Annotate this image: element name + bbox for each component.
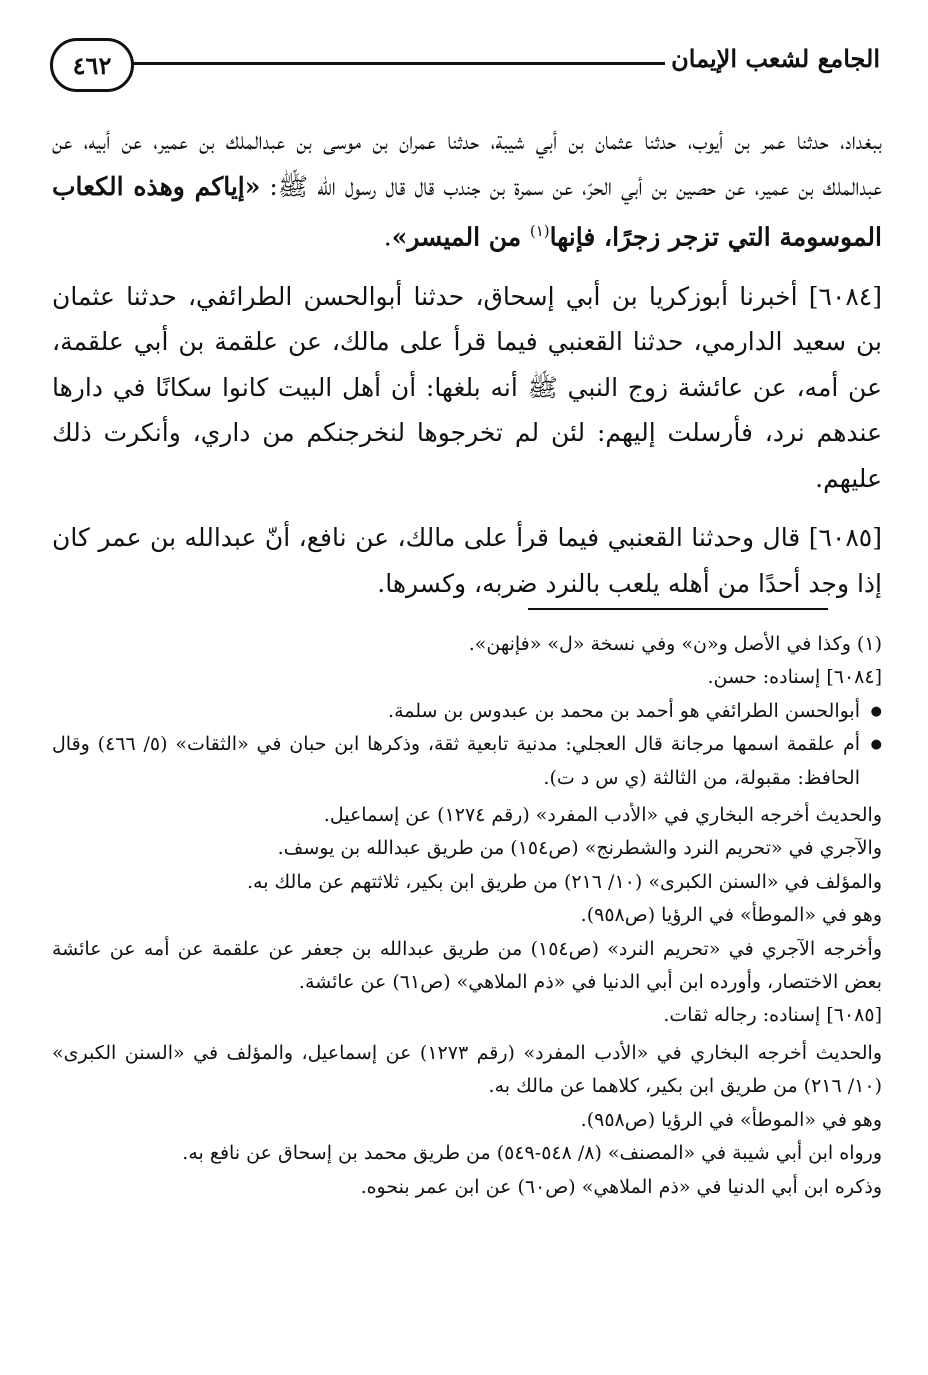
paragraph-6085: [٦٠٨٥] قال وحدثنا القعنبي فيما قرأ على مالك، عن نافع، أنّ عبدالله بن عمر كان إذا وجد أحدًا من أهله يلعب بالنرد ضربه، وكسرها. [52, 523, 882, 598]
footnote-line: والآجري في «تحريم النرد والشطرنج» (ص١٥٤) من طريق عبدالله بن يوسف. [277, 837, 882, 860]
paragraph-6084: [٦٠٨٤] أخبرنا أبوزكريا بن أبي إسحاق، حدثنا أبوالحسن الطرائفي، حدثنا عثمان بن سعيد الدارمي، حدثنا القعنبي فيما قرأ على مالك، عن علقمة بن أبي علقمة، عن أمه، عن عائشة زوج النبي ﷺ أنه بلغها: أن أهل البيت كانوا سكانًا في دارها عندهم نرد، فأرسلت إليهم: لئن لم تخرجوها لنخرجنكم من داري، وأنكرت ذلك عليهم. [52, 281, 882, 493]
page-number: ٤٦٢ [50, 38, 134, 92]
p1-hadith-quote: «إياكم وهذه الكعاب الموسومة التي تزجر زجرًا، فإنها [52, 171, 882, 252]
paragraph-1 [52, 118, 882, 260]
footnote-6084-heading: [٦٠٨٤] إسناده: حسن. [707, 666, 882, 689]
footnote-line: وهو في «الموطأ» في الرؤيا (ص٩٥٨). [580, 904, 882, 927]
footnote-marker-1[interactable]: (١) [529, 222, 550, 240]
p1-narration: ببغداد، حدثنا عمر بن أيوب، حدثنا عثمان بن أبي شيبة، حدثنا عمران بن موسى بن عبدالملك بن عمير، عن أبيه، عن عبدالملك بن عمير، عن حصين بن أبي الحرّ، عن سمرة بن جندب قال قال رسول الله ﷺ: [52, 126, 882, 201]
footnote-line: والحديث أخرجه البخاري في «الأدب المفرد» (رقم ١٢٧٤) عن إسماعيل. [323, 804, 882, 827]
footnote-6085-heading: [٦٠٨٥] إسناده: رجاله ثقات. [663, 1004, 882, 1027]
page-header [50, 38, 880, 98]
footnote-bullet-1: ● أبوالحسن الطرائفي هو أحمد بن محمد بن عبدوس بن سلمة. [52, 695, 882, 728]
footnote-bullet-2: ● أم علقمة اسمها مرجانة قال العجلي: مدنية تابعية ثقة، وذكرها ابن حبان في «الثقات» (٥/ ٤٦٦) وقال الحافظ: مقبولة، من الثالثة (ي س د ت). [52, 728, 882, 795]
footnote-line: والحديث أخرجه البخاري في «الأدب المفرد» (رقم ١٢٧٣) عن إسماعيل، والمؤلف في «السنن الكبرى» (١٠/ ٢١٦) من طريق ابن بكير، كلاهما عن مالك به. [52, 1041, 882, 1098]
footnote-1: (١) وكذا في الأصل و«ن» وفي نسخة «ل» «فإنهن». [468, 633, 882, 655]
p1-hadith-quote-end: من الميسر» [391, 222, 530, 252]
p1-period: . [383, 222, 392, 252]
book-title: الجامع لشعب الإيمان [671, 44, 880, 73]
footnote-line: ورواه ابن أبي شيبة في «المصنف» (٨/ ٥٤٨-٥٤٩) من طريق محمد بن إسحاق عن نافع به. [182, 1142, 882, 1165]
footnote-line: والمؤلف في «السنن الكبرى» (١٠/ ٢١٦) من طريق ابن بكير، ثلاثتهم عن مالك به. [246, 870, 882, 893]
footnotes-section [52, 628, 882, 1204]
header-rule [128, 62, 665, 65]
footnote-line: وهو في «الموطأ» في الرؤيا (ص٩٥٨). [580, 1108, 882, 1131]
footnote-separator [528, 608, 828, 610]
main-text [52, 118, 882, 620]
footnote-line: وأخرجه الآجري في «تحريم النرد» (ص١٥٤) من طريق عبدالله بن جعفر عن علقمة عن أمه عن عائشة بعض الاختصار، وأورده ابن أبي الدنيا في «ذم الملاهي» (ص٦١) عن عائشة. [52, 937, 882, 994]
footnote-line: وذكره ابن أبي الدنيا في «ذم الملاهي» (ص٦٠) عن ابن عمر بنحوه. [360, 1175, 882, 1198]
